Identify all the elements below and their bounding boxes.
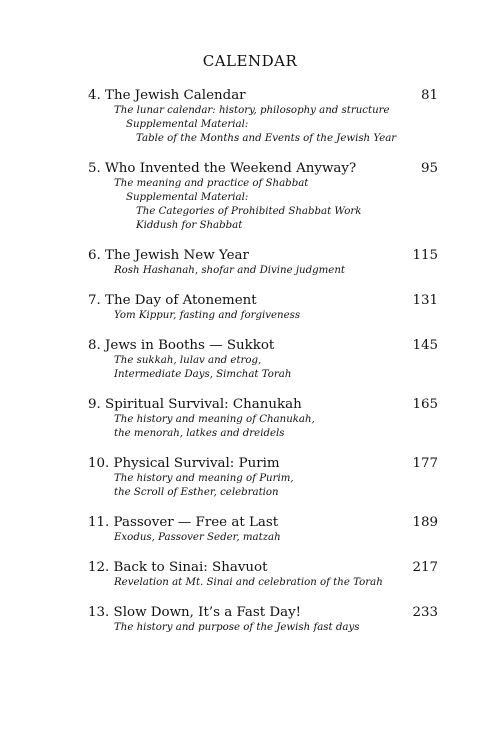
toc-entry-heading [88,161,438,177]
chapter-description-line: Intermediate Days, Simchat Torah [114,369,292,380]
toc-entry [88,248,438,278]
page-number: 115 [412,248,438,263]
chapter-description-line: Supplemental Material: [126,192,249,203]
page-number: 177 [412,456,438,471]
table-of-contents [88,88,438,650]
toc-entry-heading [88,515,438,531]
toc-entry [88,605,438,635]
toc-entry-heading [88,293,438,309]
toc-entry [88,88,438,146]
chapter-description-line: Rosh Hashanah, shofar and Divine judgment [114,265,345,276]
toc-entry-heading [88,456,438,472]
chapter-description-line: The history and meaning of Purim, [114,473,294,484]
chapter-description-line: The Categories of Prohibited Shabbat Work [136,206,362,217]
toc-entry [88,338,438,382]
page-number: 217 [412,560,438,575]
chapter-title: 9. Spiritual Survival: Chanukah [88,397,302,412]
chapter-description-line: The history and purpose of the Jewish fast days [114,622,360,633]
chapter-title: 6. The Jewish New Year [88,248,249,263]
chapter-description-line: Yom Kippur, fasting and forgiveness [114,310,301,321]
chapter-title: 12. Back to Sinai: Shavuot [88,560,268,575]
page-number: 189 [412,515,438,530]
chapter-title: 10. Physical Survival: Purim [88,456,280,471]
chapter-description-line: Exodus, Passover Seder, matzah [114,532,281,543]
page-number: 145 [412,338,438,353]
page-number: 165 [412,397,438,412]
chapter-title: 4. The Jewish Calendar [88,88,246,103]
toc-entry-heading [88,605,438,621]
chapter-title: 13. Slow Down, It’s a Fast Day! [88,605,302,620]
chapter-description-line: the menorah, latkes and dreidels [114,428,285,439]
page-number: 81 [420,88,438,103]
section-title: CALENDAR [202,52,298,70]
toc-entry [88,397,438,441]
toc-entry [88,161,438,233]
chapter-description-line: The lunar calendar: history, philosophy and structure [114,105,390,116]
page-number: 233 [412,605,438,620]
toc-entry-heading [88,560,438,576]
toc-entry-heading [88,338,438,354]
page-number: 95 [420,161,438,176]
toc-entry [88,560,438,590]
chapter-description-line: Revelation at Mt. Sinai and celebration of the Torah [114,577,383,588]
toc-entry-heading [88,397,438,413]
toc-entry [88,456,438,500]
chapter-title: 11. Passover — Free at Last [88,515,279,530]
chapter-description-line: Kiddush for Shabbat [136,220,243,231]
chapter-description-line: The sukkah, lulav and etrog, [114,355,262,366]
page-number: 131 [412,293,438,308]
toc-entry-heading [88,248,438,264]
toc-entry [88,293,438,323]
toc-entry [88,515,438,545]
chapter-title: 5. Who Invented the Weekend Anyway? [88,161,357,176]
chapter-title: 7. The Day of Atonement [88,293,257,308]
toc-entry-heading [88,88,438,104]
chapter-title: 8. Jews in Booths — Sukkot [88,338,275,353]
chapter-description-line: The history and meaning of Chanukah, [114,414,315,425]
chapter-description-line: The meaning and practice of Shabbat [114,178,309,189]
chapter-description-line: the Scroll of Esther, celebration [114,487,279,498]
chapter-description-line: Table of the Months and Events of the Jewish Year [136,133,397,144]
chapter-description-line: Supplemental Material: [126,119,249,130]
